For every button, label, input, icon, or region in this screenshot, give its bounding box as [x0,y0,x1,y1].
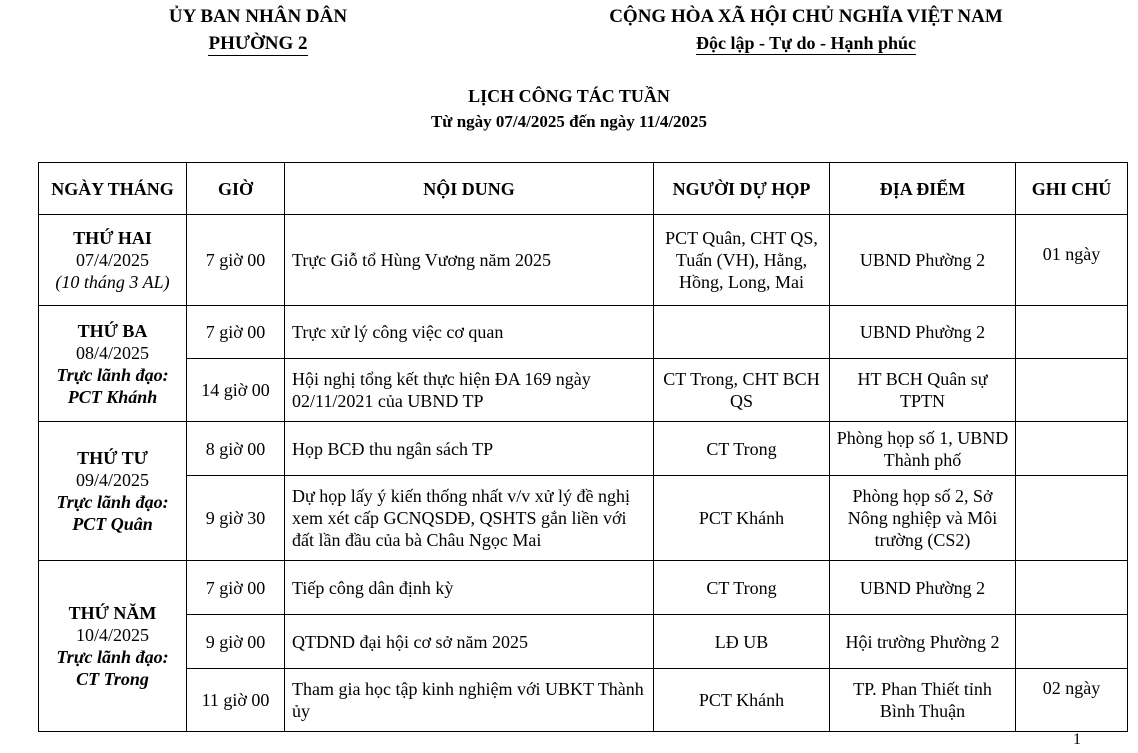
time-cell: 7 giờ 00 [187,215,285,306]
col-header-attendees: NGƯỜI DỰ HỌP [654,163,830,215]
schedule-table [38,162,1128,732]
time-cell: 8 giờ 00 [187,422,285,476]
content-cell: Tiếp công dân định kỳ [285,561,654,615]
table-row [39,215,1128,306]
location-cell: HT BCH Quân sự TPTN [830,359,1016,422]
lunar-date: (10 tháng 3 AL) [55,272,170,292]
note-cell [1016,561,1128,615]
content-cell: Dự họp lấy ý kiến thống nhất v/v xử lý đề nghị xem xét cấp GCNQSDĐ, QSHTS gắn liền với đất lần đầu của bà Châu Ngọc Mai [285,476,654,561]
location-cell: TP. Phan Thiết tỉnh Bình Thuận [830,669,1016,732]
time-cell: 7 giờ 00 [187,306,285,359]
attendees-cell: PCT Khánh [654,476,830,561]
attendees-cell: CT Trong, CHT BCH QS [654,359,830,422]
day-name: THỨ BA [77,320,148,341]
duty-leader: PCT Khánh [67,386,158,407]
location-cell: Phòng họp số 1, UBND Thành phố [830,422,1016,476]
content-cell: Hội nghị tổng kết thực hiện ĐA 169 ngày 02/11/2021 của UBND TP [285,359,654,422]
day-cell-tuesday [39,306,187,422]
agency-name: ỦY BAN NHÂN DÂN [168,6,348,27]
location-cell: UBND Phường 2 [830,561,1016,615]
day-date: 10/4/2025 [75,625,149,645]
table-row [39,476,1128,561]
note-cell [1016,476,1128,561]
attendees-cell: LĐ UB [654,615,830,669]
table-row [39,669,1128,732]
attendees-cell: PCT Khánh [654,669,830,732]
location-cell: Hội trường Phường 2 [830,615,1016,669]
day-name: THỨ HAI [73,228,152,248]
attendees-cell: CT Trong [654,422,830,476]
note-cell [1016,359,1128,422]
agency-header [160,3,356,57]
day-date: 08/4/2025 [75,342,149,363]
content-cell: Trực xử lý công việc cơ quan [285,306,654,359]
note-text: 01 ngày [1042,244,1101,264]
ward-name: PHƯỜNG 2 [208,33,308,54]
time-cell: 9 giờ 00 [187,615,285,669]
national-header [590,3,1022,57]
location-cell: Phòng họp số 2, Sở Nông nghiệp và Môi trường (CS2) [830,476,1016,561]
country-name: CỘNG HÒA XÃ HỘI CHỦ NGHĨA VIỆT NAM [609,6,1003,27]
table-header-row [39,163,1128,215]
attendees-cell [654,306,830,359]
time-cell: 9 giờ 30 [187,476,285,561]
day-cell-thursday [39,561,187,732]
table-row [39,615,1128,669]
col-header-date: NGÀY THÁNG [39,163,187,215]
location-cell: UBND Phường 2 [830,215,1016,306]
duty-label: Trực lãnh đạo: [56,364,169,385]
note-cell [1016,215,1128,306]
table-row [39,359,1128,422]
document-title: LỊCH CÔNG TÁC TUẦN [468,86,670,106]
motto: Độc lập - Tự do - Hạnh phúc [695,33,917,53]
col-header-location: ĐỊA ĐIỂM [830,163,1016,215]
time-cell: 11 giờ 00 [187,669,285,732]
col-header-content: NỘI DUNG [285,163,654,215]
note-cell [1016,669,1128,732]
location-cell: UBND Phường 2 [830,306,1016,359]
attendees-cell: PCT Quân, CHT QS, Tuấn (VH), Hằng, Hồng, Long, Mai [654,215,830,306]
time-cell: 7 giờ 00 [187,561,285,615]
duty-label: Trực lãnh đạo: [56,492,169,512]
content-cell: Họp BCĐ thu ngân sách TP [285,422,654,476]
duty-label: Trực lãnh đạo: [56,647,169,667]
day-cell-monday [39,215,187,306]
day-name: THỨ TƯ [77,448,148,468]
table-row [39,422,1128,476]
note-cell [1016,615,1128,669]
day-date: 09/4/2025 [75,470,149,490]
page-number: 1 [1073,731,1081,748]
note-cell [1016,422,1128,476]
attendees-cell: CT Trong [654,561,830,615]
table-row [39,306,1128,359]
day-date: 07/4/2025 [75,250,149,270]
day-name: THỨ NĂM [68,603,157,623]
note-text: 02 ngày [1042,678,1101,698]
col-header-time: GIỜ [187,163,285,215]
col-header-note: GHI CHÚ [1016,163,1128,215]
duty-leader: CT Trong [76,669,149,689]
content-cell: Trực Giỗ tổ Hùng Vương năm 2025 [285,215,654,306]
content-cell: QTDND đại hội cơ sở năm 2025 [285,615,654,669]
duty-leader: PCT Quân [72,514,153,534]
table-row [39,561,1128,615]
time-cell: 14 giờ 00 [187,359,285,422]
date-range: Từ ngày 07/4/2025 đến ngày 11/4/2025 [430,112,708,131]
note-cell [1016,306,1128,359]
day-cell-wednesday [39,422,187,561]
content-cell: Tham gia học tập kinh nghiệm với UBKT Thành ủy [285,669,654,732]
